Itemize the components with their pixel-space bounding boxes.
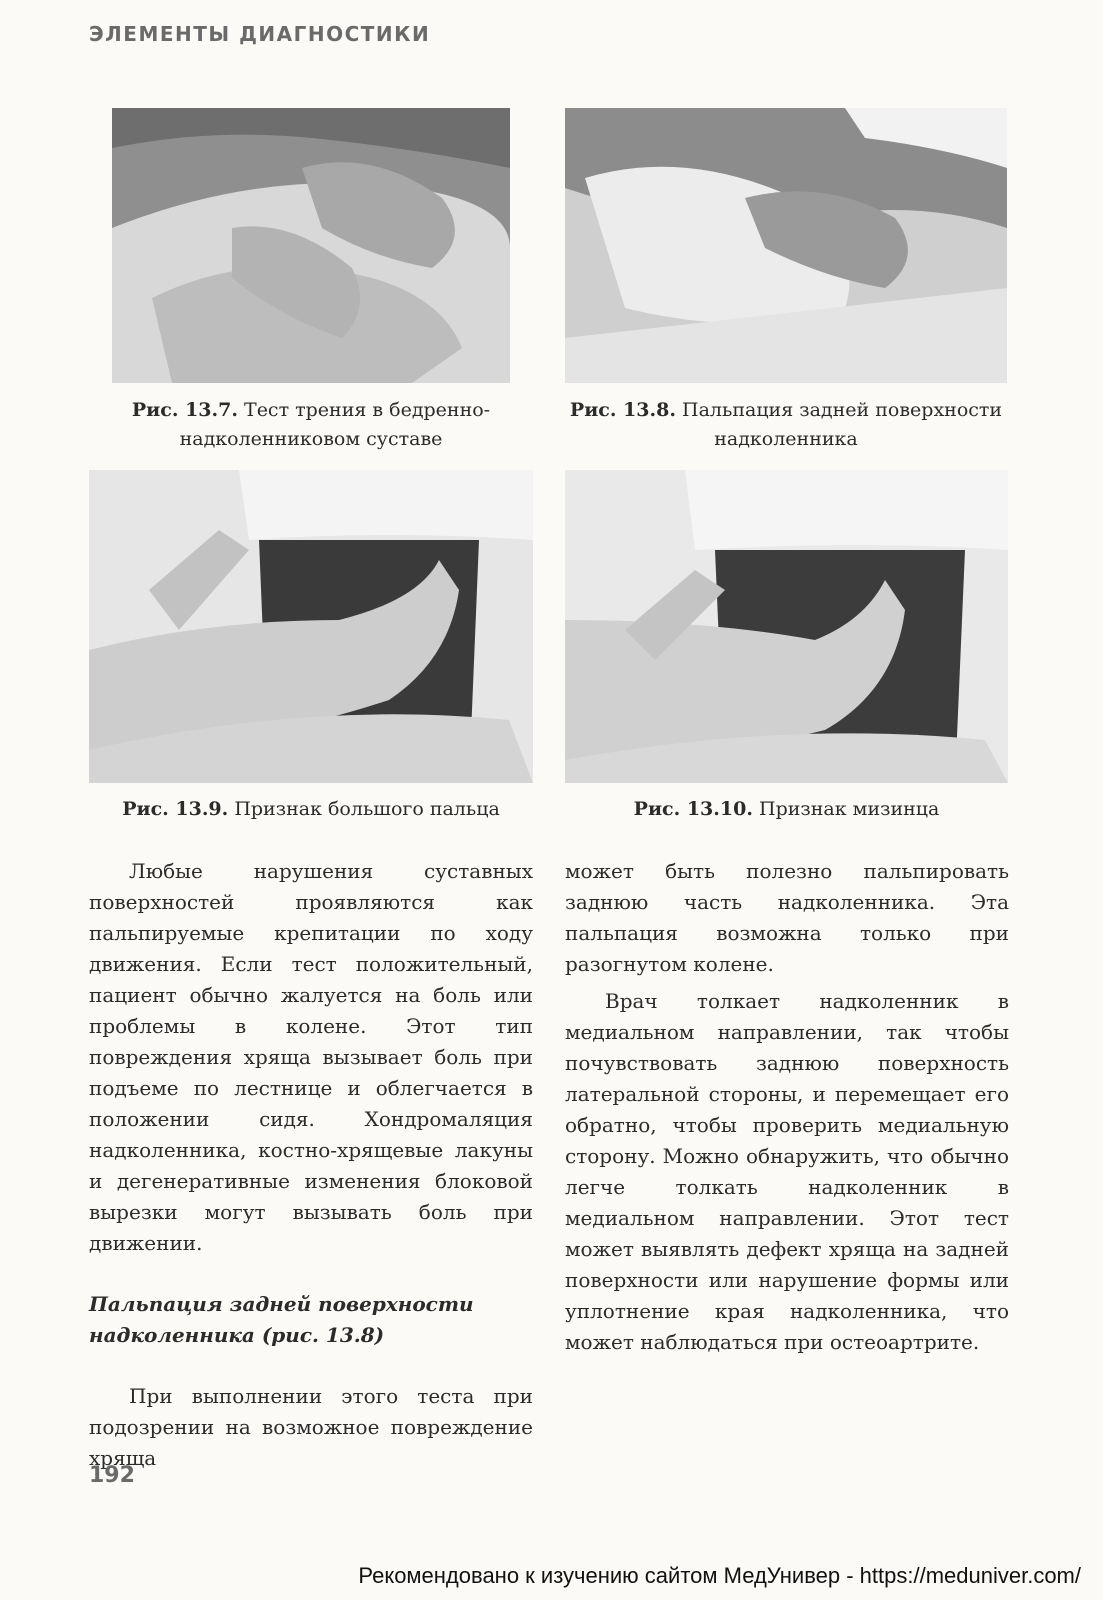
figure-13-7-caption-line2: надколенниковом суставе [179, 428, 443, 450]
figure-13-9-photo [89, 470, 533, 783]
figure-13-10-caption [565, 795, 1008, 824]
right-text-column [565, 856, 1009, 1358]
figure-13-9-caption [89, 795, 533, 824]
figure-13-9-label: Рис. 13.9. [122, 798, 229, 820]
figure-13-7-caption-line1: Тест трения в бедренно- [244, 399, 491, 421]
figure-13-9-caption-line1: Признак большого пальца [234, 798, 500, 820]
left-paragraph-2: При выполнении этого теста при подозрении на возможное повреждение хряща [89, 1384, 533, 1470]
figure-13-10-caption-line1: Признак мизинца [759, 798, 940, 820]
figure-13-8-caption [555, 396, 1017, 454]
section-subheading: Пальпация задней поверхности надколенника (рис. 13.8) [89, 1292, 474, 1347]
figure-13-8-caption-line1: Пальпация задней поверхности [682, 399, 1003, 421]
figure-13-10-photo [565, 470, 1008, 783]
site-footer: Рекомендовано к изучению сайтом МедУнивер - https://meduniver.com/ [358, 1563, 1081, 1588]
left-paragraph-1: Любые нарушения суставных поверхностей проявляются как пальпируемые крепитации по ходу движения. Если тест положительный, пациент обычно жалуется на боль или проблемы в колене. Этот тип повреждения хряща вызывает боль при подъеме по лестнице и облегчается в положении сидя. Хондромаляция надколенника, костно-хрящевые лакуны и дегенеративные изменения блоковой вырезки могут вызывать боль при движении. [89, 859, 533, 1255]
left-text-column [89, 856, 533, 1474]
right-paragraph-2: Врач толкает надколенник в медиальном направлении, так чтобы почувствовать заднюю поверхность латеральной стороны, и перемещает его обратно, чтобы проверить медиальную сторону. Можно обнаружить, что обычно легче толкать надколенник в медиальном направлении. Этот тест может выявлять дефект хряща на задней поверхности или нарушение формы или уплотнение края надколенника, что может наблюдаться при остеоартрите. [565, 989, 1009, 1354]
figure-13-7-label: Рис. 13.7. [131, 399, 238, 421]
figure-13-8-caption-line2: надколенника [714, 428, 858, 450]
right-paragraph-1: может быть полезно пальпировать заднюю часть надколенника. Эта пальпация возможна только при разогнутом колене. [565, 859, 1009, 976]
figure-13-7-caption [112, 396, 510, 454]
page-number: 192 [89, 1463, 135, 1488]
figure-13-8-photo [565, 108, 1007, 383]
figure-13-8-label: Рис. 13.8. [569, 399, 676, 421]
figure-13-7-photo [112, 108, 510, 383]
figure-13-10-label: Рис. 13.10. [633, 798, 753, 820]
running-head: ЭЛЕМЕНТЫ ДИАГНОСТИКИ [89, 22, 431, 46]
